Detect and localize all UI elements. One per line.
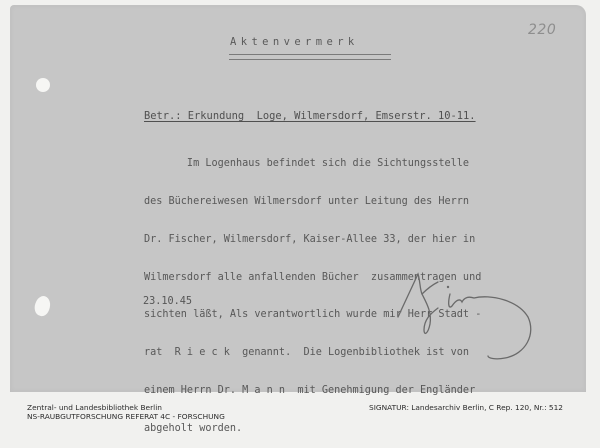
footer-institution-name: Zentral- und Landesbibliothek Berlin (27, 403, 162, 412)
body-line: des Büchereiwesen Wilmersdorf unter Leitung des Herrn (144, 195, 470, 207)
body-line: Dr. Fischer, Wilmersdorf, Kaiser-Allee 33, der hier in (144, 233, 476, 245)
body-line: Im Logenhaus befindet sich die Sichtungsstelle (144, 158, 470, 170)
body-line: Wilmersdorf alle anfallenden Bücher zusammentragen und (144, 271, 482, 283)
archive-page-number: 220 (528, 22, 557, 38)
memo-date: 23.10.45 (143, 296, 193, 307)
body-line: sichten läßt, Als verantwortlich wurde mir Herr Stadt - (144, 309, 482, 321)
footer-department: NS-RAUBGUTFORSCHUNG REFERAT 4C - FORSCHUNG (27, 412, 225, 421)
footer-signatur: SIGNATUR: Landesarchiv Berlin, C Rep. 120, Nr.: 512 (369, 403, 564, 412)
document-title: Aktenvermerk (230, 36, 359, 48)
body-line: abgeholt worden. (144, 422, 243, 434)
subject-line: Betr.: Erkundung Loge, Wilmersdorf, Emserstr. 10-11. (144, 110, 476, 122)
title-double-underline (229, 54, 391, 60)
punch-hole-bottom (32, 294, 53, 318)
handwritten-signature-icon (390, 262, 550, 362)
body-line: rat R i e c k genannt. Die Logenbibliothek ist von (144, 347, 470, 359)
footer-institution (27, 403, 225, 421)
punch-hole-top (36, 78, 50, 92)
body-line: einem Herrn Dr. M a n n mit Genehmigung der Engländer (144, 384, 476, 396)
